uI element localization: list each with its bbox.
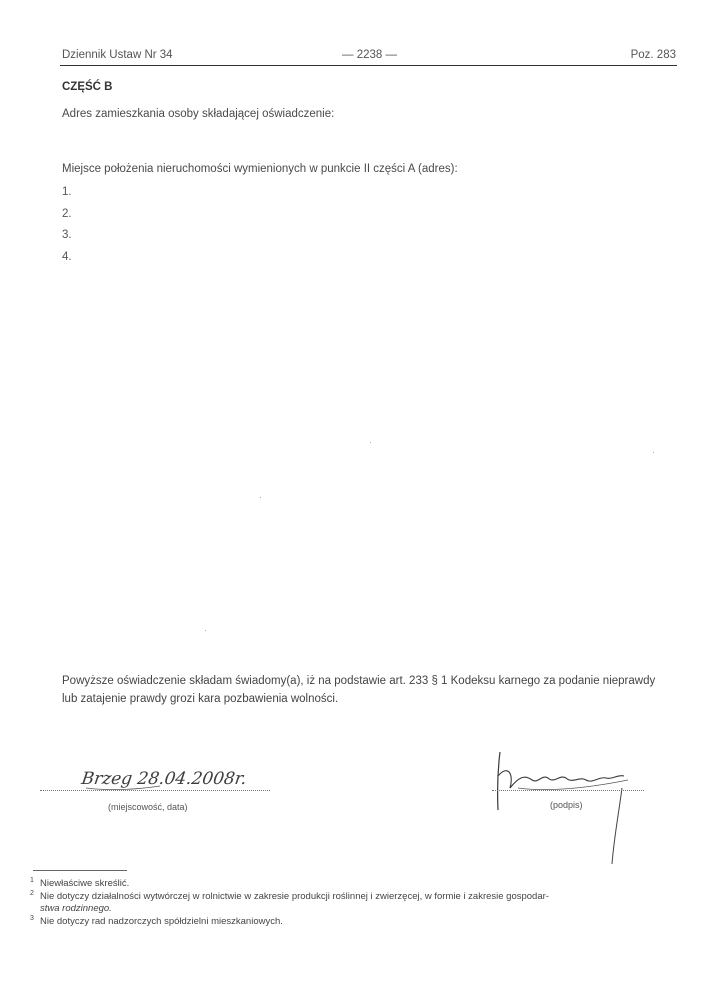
section-title: CZĘŚĆ B [62,81,113,93]
footnotes [30,878,670,928]
scan-speck [205,630,206,631]
declaration-text: Powyższe oświadczenie składam świadomy(a), iż na podstawie art. 233 § 1 Kodeksu karnego za podanie nieprawdy lub zatajenie prawdy grozi kara pozbawienia wolności. [62,675,656,705]
place-date-line [40,790,270,791]
scan-speck [370,442,371,443]
scan-speck [653,452,654,453]
footnote-1: 1 Niewłaściwe skreślić. [30,877,130,889]
page-number: — 2238 — [342,49,397,61]
footnote-2: 2 Nie dotyczy działalności wytwórczej w rolnictwie w zakresie produkcji roślinnej i zwierzęcej, w formie i zakresie gospodar- stwa rodzinnego. [30,889,549,914]
address-label: Adres zamieszkania osoby składającej oświadczenie: [62,108,335,120]
signature-caption: (podpis) [550,800,583,810]
footnote-3: 3 Nie dotyczy rad nadzorczych spółdzielni mieszkaniowych. [30,914,283,927]
property-location-label: Miejsce położenia nieruchomości wymienionych w punkcie II części A (adres): [62,163,458,175]
scan-speck [260,497,261,498]
list-item: 3. [62,229,72,242]
footnote-rule [33,870,127,871]
property-list [62,186,72,272]
svg-text:Brzeg 28.04.2008r.: Brzeg 28.04.2008r. [80,769,248,789]
list-item: 4. [62,250,72,263]
header-rule [60,65,677,66]
position-number: Poz. 283 [630,49,676,61]
list-item: 1. [62,186,72,198]
signature-line [492,790,644,791]
place-date-caption: (miejscowość, data) [108,802,188,812]
list-item: 2. [62,207,72,220]
journal-name: Dziennik Ustaw Nr 34 [62,49,173,61]
